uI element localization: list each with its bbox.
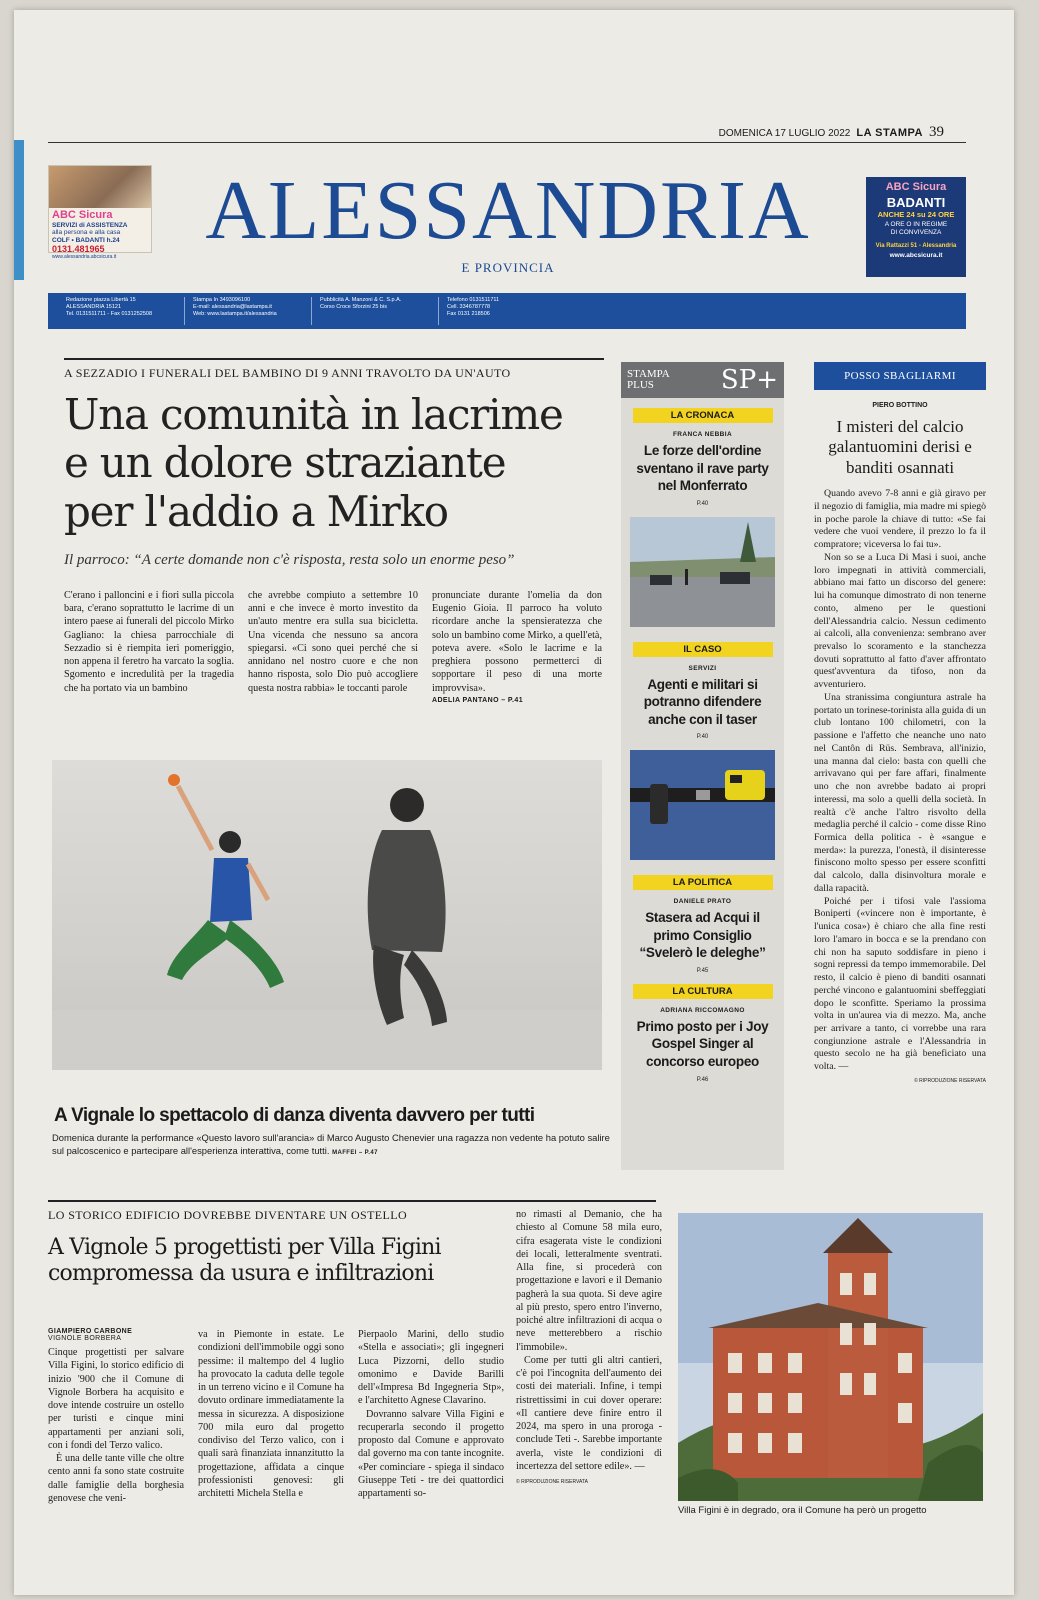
sp-tag: LA CRONACA: [633, 408, 773, 423]
sp-item[interactable]: [621, 398, 784, 632]
art2-column: [48, 1328, 184, 1505]
sp-tag: IL CASO: [633, 642, 773, 657]
ad-left-phone: 0131.481965: [52, 244, 105, 255]
folio: [719, 124, 944, 141]
contact-block: [193, 297, 303, 325]
headline-line: e un dolore straziante: [64, 438, 506, 488]
ad-right-web: www.abcsicura.it: [889, 251, 943, 259]
contact-line: Cell. 3346787778: [447, 304, 491, 311]
ad-right-address: Via Rattazzi 51 - Alessandria: [875, 242, 957, 249]
ad-right-line: ANCHE 24 su 24 ORE: [877, 210, 955, 219]
dance-caption-text: Domenica durante la performance «Questo lavoro sull'arancia» di Marco Augusto Chenevier una ragazza non vedente ha potuto salire sul palcoscenico e partecipare all'esperienza interattiva, come tutti.: [52, 1132, 610, 1156]
villa-figini-photo: [678, 1213, 983, 1501]
stampa-plus-logo: SP+: [720, 365, 778, 395]
ad-right-brand: ABC Sicura: [885, 181, 947, 193]
masthead: [48, 155, 966, 285]
contact-line: Stampa In 3493096100: [193, 297, 251, 303]
folio-paper: LA STAMPA: [856, 127, 923, 139]
page-edge-tab: [14, 140, 24, 280]
lead-subtitle: Il parroco: “A certe domande non c'è risposta, resta solo un enorme peso”: [64, 551, 515, 568]
ad-right: [866, 177, 966, 277]
stampa-plus-label: [627, 369, 670, 391]
art2-column: [358, 1328, 504, 1500]
contact-line: E-mail: alessandria@lastampa.it: [193, 304, 272, 311]
art2-paragraph: È una delle tante ville che oltre cento anni fa sono state costruite dalle famiglie della borghesia genovese che veni-: [48, 1453, 184, 1504]
lead-column: che avrebbe compiuto a settembre 10 anni e che invece è morto investito da un'auto mentre era sulla sua bicicletta. Una vicenda che nessuno sa ancora spiegarsi. «Ci sono quei perché che si annidano nel nostro cuore e che non hanno risposta, solo Dio può accogliere questa nostra rabbia» le toccanti parole: [248, 589, 418, 694]
art2-column: [516, 1208, 662, 1485]
contact-line: Redazione piazza Libertà 15: [66, 297, 136, 303]
stampa-plus-label-line: STAMPA: [627, 368, 670, 380]
stampa-plus-column: [621, 362, 784, 1170]
sp-page-ref: P.45: [696, 967, 709, 974]
lead-article: [64, 358, 604, 704]
sp-item[interactable]: [621, 632, 784, 866]
contact-line: Corso Croce Sforzini 25 bis: [320, 304, 387, 311]
lead-kicker: A SEZZADIO I FUNERALI DEL BAMBINO DI 9 ANNI TRAVOLTO DA UN'AUTO: [64, 366, 511, 380]
lead-byline: ADELIA PANTANO – P.41: [432, 696, 523, 704]
lead-column-wrap: [432, 589, 602, 704]
sp-page-ref: P.40: [696, 734, 709, 741]
dance-photo: [52, 760, 602, 1070]
sp-tag: LA POLITICA: [633, 875, 773, 890]
contact-line: Fax 0131 218506: [447, 311, 490, 318]
contact-line: Pubblicità A. Manzoni & C. S.p.A.: [320, 297, 402, 303]
opinion-byline: PIERO BOTTINO: [872, 402, 928, 409]
headline-line: compromessa da usura e infiltrazioni: [48, 1260, 434, 1286]
dance-caption-title: A Vignale lo spettacolo di danza diventa davvero per tutti: [54, 1105, 535, 1126]
art2-kicker: LO STORICO EDIFICIO DOVREBBE DIVENTARE UN OSTELLO: [48, 1208, 408, 1222]
ad-right-line: DI CONVIVENZA: [890, 228, 942, 236]
art2-paragraph: Cinque progettisti per salvare Villa Figini, lo storico edificio di inizio '900 che il Comune di Vignole Borbera ha acquisito e dove intende costruire un ostello per turisti e cinque mini appartamenti per anziani soli, con i fondi del Terzo valico.: [48, 1347, 184, 1451]
art2-copyright: © RIPRODUZIONE RISERVATA: [516, 1479, 588, 1485]
lead-columns: [64, 589, 604, 704]
dance-credit: MAFFEI – P.47: [332, 1149, 378, 1156]
ad-left-brand: ABC Sicura: [52, 209, 113, 221]
contact-line: ALESSANDRIA 15121: [66, 304, 122, 311]
sp-byline: SERVIZI: [688, 664, 717, 672]
sp-title: Primo posto per i Joy Gospel Singer al concorso europeo: [636, 1018, 769, 1070]
sp-title: Le forze dell'ordine sventano il rave party nel Monferrato: [636, 443, 769, 494]
opinion-copyright: © RIPRODUZIONE RISERVATA: [914, 1077, 986, 1084]
sp-byline: FRANCA NEBBIA: [672, 431, 733, 438]
headline-line: Una comunità in lacrime: [64, 390, 563, 439]
newspaper-page: [14, 10, 1014, 1595]
rave-police-photo: [630, 517, 775, 627]
opinion-column: [814, 362, 986, 1084]
contact-line: Web: www.lastampa.it/alessandria: [193, 311, 277, 318]
opinion-title: I misteri del calcio galantuomini derisi e banditi osannati: [828, 417, 972, 477]
sp-byline: ADRIANA RICCOMAGNO: [660, 1006, 745, 1014]
headline-line: A Vignole 5 progettisti per Villa Figini: [48, 1235, 441, 1260]
ad-left-line: alla persona e alla casa: [52, 229, 121, 237]
ad-left-line: COLF • BADANTI h.24: [52, 236, 120, 244]
art2-column: va in Piemonte in estate. Le condizioni dell'immobile oggi sono pessime: il maltempo del 4 luglio ha provocato la caduta delle tegole in un terreno vicino e il Comune ha dovuto ordinare immediatamente la messa in sicurezza. A disposizione 700 mila euro dal progetto condiviso del Terzo valico, con i quali sarà finanziata innanzitutto la progettazione, affidata a cinque professionisti genovesi: gli architetti Michela Stella e: [198, 1329, 344, 1499]
art2-rule: [48, 1200, 656, 1202]
opinion-paragraph: Non so se a Luca Di Masi i suoi, anche loro impegnati in attività commerciali, abbiano mai fatto un discorso del genere: lui ha comunque dimostrato di non tenerne conto, almeno per le questioni dell'Alessandria calcio. Nessun cedimento ai calcoli, alla convenienza: sembrano aver prevalso lo scoramento e la stanchezza dovuti soprattutto al fatto d'aver affrontato quest'avventura da tifoso, non da avventuriero.: [814, 551, 986, 691]
art2-author: GIAMPIERO CARBONE: [48, 1328, 133, 1335]
villa-photo-caption: Villa Figini è in degrado, ora il Comune ha però un progetto: [678, 1505, 927, 1516]
contact-bar: [48, 293, 966, 329]
contact-block: [447, 297, 557, 325]
contact-separator: [438, 297, 439, 325]
sp-page-ref: P.40: [696, 500, 709, 507]
art2-headline: [48, 1235, 528, 1287]
masthead-subtitle: E PROVINCIA: [461, 260, 555, 275]
contact-block: [320, 297, 430, 325]
sp-title: Stasera ad Acqui il primo Consiglio “Svelerò le deleghe”: [639, 910, 766, 961]
contact-line: Tel. 0131511711 - Fax 0131252508: [66, 311, 153, 318]
ad-left-web: www.alessandria.abcsicura.it: [52, 253, 117, 260]
sp-byline: DANIELE PRATO: [673, 898, 732, 906]
folio-rule: [48, 142, 966, 143]
ad-right-line: A ORE O IN REGIME: [884, 221, 948, 228]
art2-paragraph: no rimasti al Demanio, che ha chiesto al Comune 58 mila euro, cifra esagerata viste le condizioni dei locali, letteralmente sventrati. Alla fine, si procederà con progettazione e lavori e il Demanio pagherà la sua quota. Si deve agire al più presto, spero entro l'inverno, poiché altre infiltrazioni di acqua o neve metterebbero a rischio l'immobile».: [516, 1209, 662, 1353]
sp-title: Agenti e militari si potranno difendere anche con il taser: [643, 676, 762, 727]
stampa-plus-label-line: PLUS: [627, 379, 654, 391]
contact-block: [66, 297, 176, 325]
sp-page-ref: P.46: [696, 1076, 709, 1083]
lead-column: C'erano i palloncini e i fiori sulla piccola bara, c'erano soprattutto le lacrime di un intero paese ai funerali del piccolo Mirko Gagliano: la chiesa parrocchiale di Sezzadio si è riempita ieri pomeriggio, non appena il feretro ha varcato la soglia. Sgomento e incredulità per la tragedia che ha portato via un bambino: [64, 589, 234, 694]
opinion-paragraph: Poiché per i tifosi vale l'assioma Boniperti («vincere non è importante, è l'unica cosa») è chiaro che alla fine resti loro l'amaro in bocca e se la prendano con chi non ha saputo soddisfare in pieno i sogni repressi da tempo immemorabile. Del resto, il calcio è pieno di banditi osannati perché vincono e galantuomini sbeffeggiati dopo le sconfitte. Speriamo la prossima volta in un'aurea via di mezzo. Ma, anche per arrivare a tanto, ci vorrebbe una rara congiunzione astrale e l'Alessandria in questo secolo ne ha già beneficiato una volta. —: [814, 895, 986, 1073]
opinion-body: [814, 488, 986, 1074]
contact-line: Telefono 0131511711: [447, 297, 500, 303]
ad-left-line: SERVIZI di ASSISTENZA: [52, 222, 128, 229]
ad-left-photo: [49, 166, 151, 208]
taser-belt-photo: [630, 750, 775, 860]
art2-paragraph: Come per tutti gli altri cantieri, c'è poi l'incognita dell'aumento dei costi dei materiali. Infine, i tempi ristrettissimi in cui dover operare: «Il cantiere deve finire entro il 2024, ma spero in una proroga - conclude Teti -. Sarebbe importante averla, viste le condizioni di incertezza del settore edile». —: [516, 1354, 662, 1472]
lead-column: pronunciate durante l'omelia da don Eugenio Gioia. Il parroco ha voluto ricordare anche la spensieratezza che solo un bambino come Mirko, a quell'età, poteva avere. «Solo le lacrime e la preghiera possono permetterci di sopportare il peso di una morte improvvisa».: [432, 589, 602, 694]
sp-item[interactable]: [621, 974, 784, 1083]
folio-page-number: 39: [929, 124, 944, 140]
contact-separator: [184, 297, 185, 325]
sp-item[interactable]: [621, 865, 784, 974]
dancers-illustration: [52, 760, 602, 1070]
art2-paragraph: Dovranno salvare Villa Figini e recuperarla secondo il progetto proposto dal Comune e approvato dal governo ma con tante incognite. «Per cominciare - spiega il sindaco Giuseppe Teti - tre dei quattordici appartamenti so-: [358, 1408, 504, 1499]
folio-date: DOMENICA 17 LUGLIO 2022: [718, 128, 851, 139]
opinion-header: POSSO SBAGLIARMI: [814, 362, 986, 390]
sp-tag: LA CULTURA: [633, 984, 773, 999]
art2-place: VIGNOLE BORBERA: [48, 1335, 122, 1342]
opinion-paragraph: Quando avevo 7-8 anni e già giravo per il negozio di famiglia, mia madre mi spiegò in poche parole la chiave di tutto: «Se fai vedere che vuoi vendere, il prezzo lo fa il compratore; viceversa lo fai tu».: [814, 488, 986, 551]
ad-right-heading: BADANTI: [886, 195, 946, 210]
ad-left: [48, 165, 152, 260]
headline-line: per l'addio a Mirko: [64, 486, 448, 536]
dance-caption: [52, 1132, 612, 1157]
masthead-title: ALESSANDRIA: [205, 164, 811, 257]
stampa-plus-header: [621, 362, 784, 398]
art2-paragraph: Pierpaolo Marini, dello studio «Stella e associati»; gli ingegneri Luca Pizzorni, dello studio omonimo e Davide Barilli dell'«Impresa Bd Ingegneria Stp», e l'architetto Agnese Clavarino.: [358, 1329, 504, 1407]
contact-separator: [311, 297, 312, 325]
lead-headline: [64, 391, 604, 536]
opinion-paragraph: Una stranissima congiuntura astrale ha portato un torinese-torinista alla guida di un club lontano 100 chilometri, con la passione e l'affetto che neanche uno nato nel Cantôn di Rüs. Sembrava, all'inizio, una manna dal cielo: basta con quelli che arrivavano qui per fare affari, finalmente uno che non avrebbe badato ai propri interessi, ma solo a quelli della società. In realtà c'è anche l'altro risvolto della medaglia perché il calcio - come disse Rino Formica della politica - è «sangue e merda»: la purezza, l'onestà, il disinteresse finiscono molto spesso per essere sconfitti dal calcolo, dalla disinvoltura morale e dalla rapacità.: [814, 691, 986, 894]
